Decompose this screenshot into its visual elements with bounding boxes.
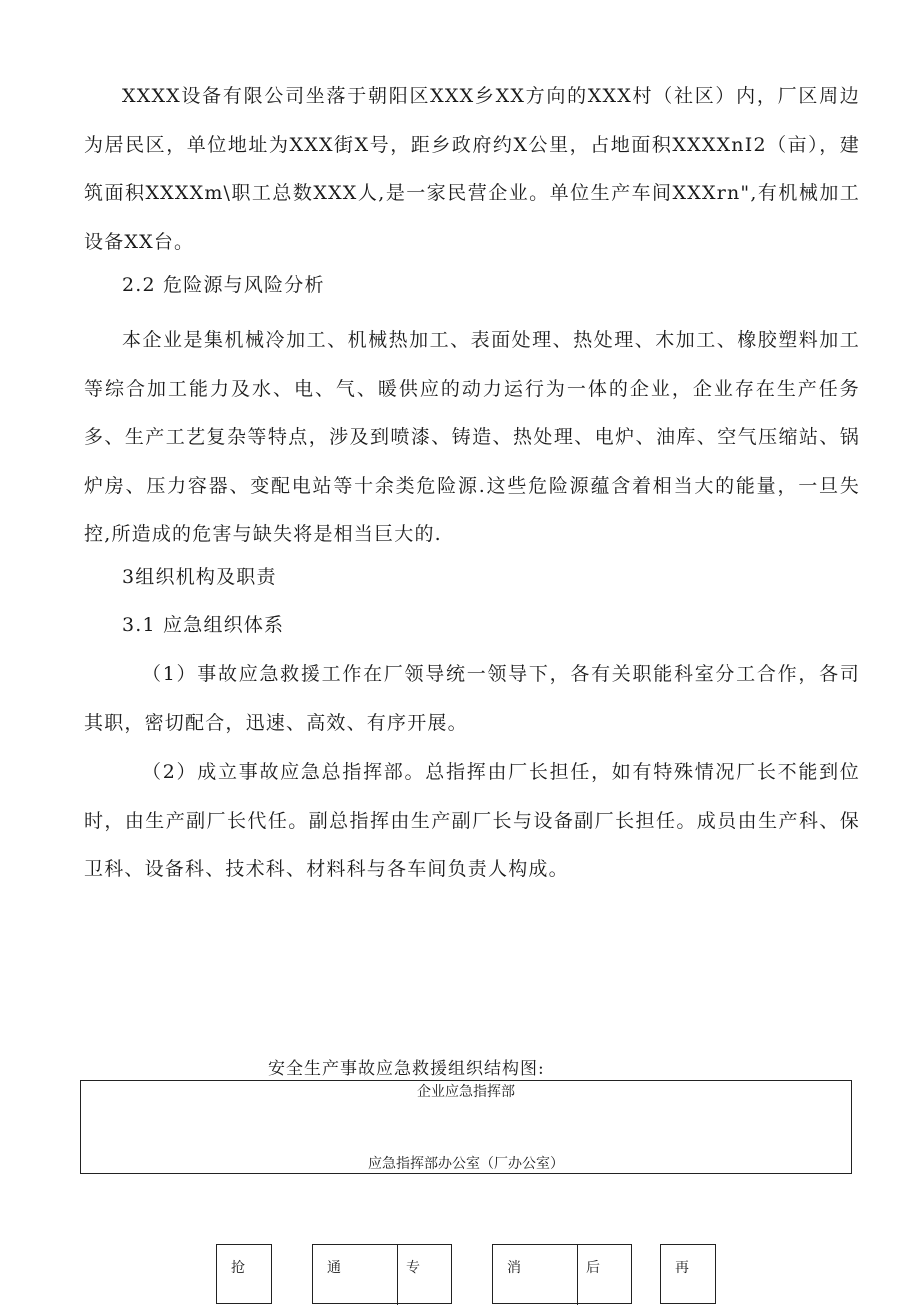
org-office-label: 应急指挥部办公室（厂办公室） (368, 1156, 564, 1172)
dept-box-fire (492, 1244, 632, 1304)
hazard-paragraph: 本企业是集机械冷加工、机械热加工、表面处理、热处理、木加工、橡胶塑料加工等综合加工能力及水、电、气、暖供应的动力运行为一体的企业，企业存在生产任务多、生产工艺复杂等特点，涉及到喷漆、铸造、热处理、电炉、油库、空气压缩站、锅炉房、压力容器、变配电站等十余类危险源.这些危险源蕴含着相当大的能量，一旦失控,所造成的危害与缺失将是相当巨大的. (84, 329, 860, 545)
dept-label: 再 (675, 1260, 689, 1276)
section-heading-3-1: 3.1 应急组织体系 (122, 614, 285, 636)
company-paragraph: XXXX设备有限公司坐落于朝阳区XXX乡XX方向的XXX村（社区）内，厂区周边为居民区，单位地址为XXX街X号，距乡政府约X公里，占地面积XXXXnI2（亩），建筑面积XXXXm\职工总数XXX人,是一家民营企业。单位生产车间XXXrn",有机械加工设备XX台。 (84, 85, 860, 253)
dept-label-secondary: 后 (577, 1245, 600, 1305)
dept-box-other (660, 1244, 716, 1304)
item-1-paragraph: （1）事故应急救援工作在厂领导统一领导下，各有关职能科室分工合作，各司其职，密切配合，迅速、高效、有序开展。 (84, 663, 860, 734)
section-heading-3: 3组织机构及职责 (122, 566, 277, 588)
dept-label: 消 (507, 1260, 521, 1276)
dept-label: 抢 (231, 1260, 245, 1276)
org-chart-headquarters-box (80, 1080, 852, 1174)
org-chart-title: 安全生产事故应急救援组织结构图: (268, 1059, 545, 1079)
item-2-paragraph: （2）成立事故应急总指挥部。总指挥由厂长担任，如有特殊情况厂长不能到位时，由生产副厂长代任。副总指挥由生产副厂长与设备副厂长担任。成员由生产科、保卫科、设备科、技术科、材料科与各车间负责人构成。 (84, 761, 860, 880)
dept-box-rescue (216, 1244, 272, 1304)
dept-label-secondary: 专 (397, 1245, 420, 1305)
section-heading-2-2: 2.2 危险源与风险分析 (122, 274, 325, 296)
org-top-label: 企业应急指挥部 (417, 1084, 515, 1100)
dept-box-communication (312, 1244, 452, 1304)
dept-label: 通 (327, 1260, 341, 1276)
